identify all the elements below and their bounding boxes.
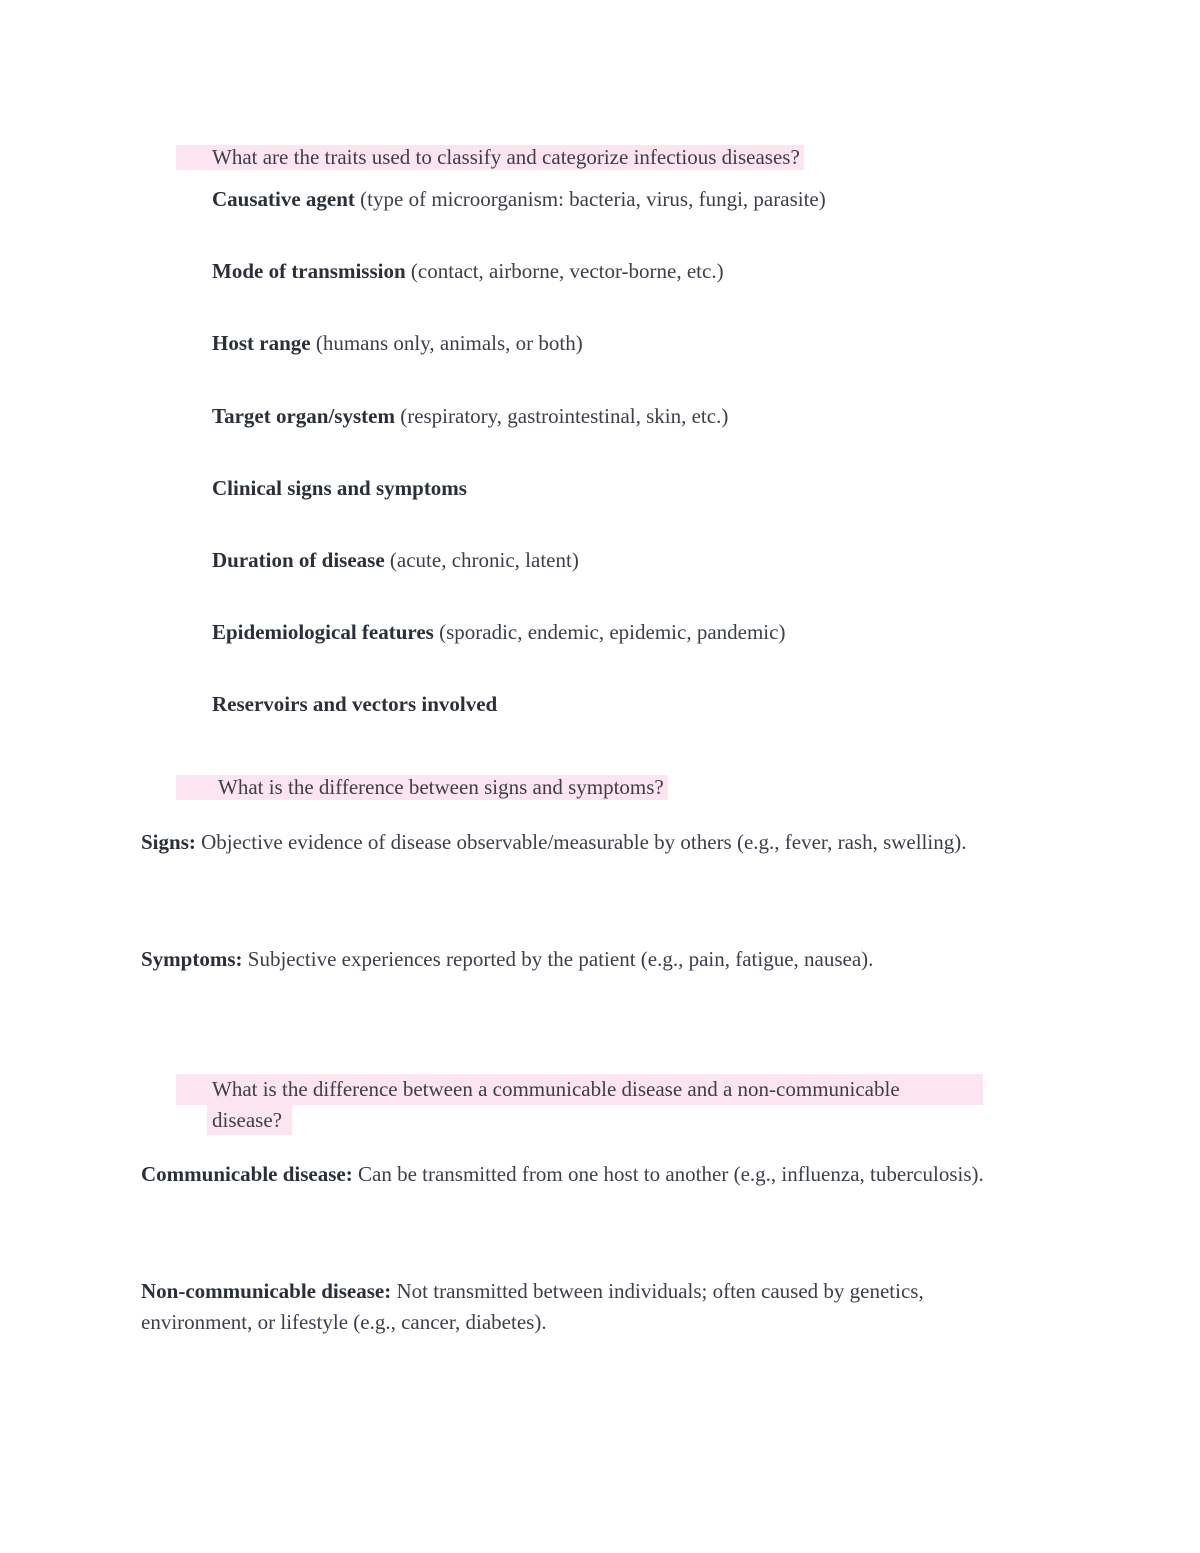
non-communicable-definition (141, 1276, 1031, 1338)
trait-term: Causative agent (212, 187, 355, 211)
question1 (176, 142, 804, 173)
signs-detail: Objective evidence of disease observable/measurable by others (e.g., fever, rash, swelling). (195, 830, 967, 854)
communicable-term: Communicable disease: (141, 1162, 353, 1186)
communicable-definition (141, 1159, 1031, 1190)
trait-detail: (acute, chronic, latent) (384, 548, 579, 572)
question3-line2: disease? (212, 1108, 282, 1132)
trait-item (212, 402, 728, 430)
question2 (176, 772, 668, 803)
trait-term: Mode of transmission (212, 259, 406, 283)
trait-term: Reservoirs and vectors involved (212, 692, 498, 716)
trait-term: Duration of disease (212, 548, 385, 572)
trait-item (212, 474, 467, 502)
trait-term: Target organ/system (212, 404, 395, 428)
trait-term: Clinical signs and symptoms (212, 476, 467, 500)
symptoms-term: Symptoms: (141, 947, 243, 971)
symptoms-detail: Subjective experiences reported by the patient (e.g., pain, fatigue, nausea). (242, 947, 874, 971)
trait-detail: (sporadic, endemic, epidemic, pandemic) (433, 620, 786, 644)
question3 (212, 1074, 900, 1136)
signs-term: Signs: (141, 830, 196, 854)
trait-item (212, 690, 497, 718)
trait-detail: (respiratory, gastrointestinal, skin, etc.) (394, 404, 729, 428)
symptoms-definition (141, 944, 1031, 975)
question2-text: What is the difference between signs and symptoms? (176, 775, 668, 800)
trait-item (212, 185, 826, 213)
trait-item (212, 329, 583, 357)
signs-definition (141, 827, 1031, 858)
trait-item (212, 257, 724, 285)
trait-item (212, 618, 785, 646)
non-communicable-term: Non-communicable disease: (141, 1279, 392, 1303)
question1-text: What are the traits used to classify and categorize infectious diseases? (176, 145, 804, 170)
communicable-detail: Can be transmitted from one host to another (e.g., influenza, tuberculosis). (352, 1162, 984, 1186)
question3-line1: What is the difference between a communicable disease and a non-communicable (212, 1077, 900, 1101)
trait-item (212, 546, 579, 574)
trait-detail: (humans only, animals, or both) (310, 331, 583, 355)
trait-detail: (contact, airborne, vector-borne, etc.) (405, 259, 724, 283)
trait-term: Epidemiological features (212, 620, 434, 644)
non-communicable-detail: Not transmitted between individuals; often caused by genetics, environment, or lifestyle (e.g., cancer, diabetes). (141, 1279, 924, 1334)
trait-detail: (type of microorganism: bacteria, virus, fungi, parasite) (354, 187, 826, 211)
trait-term: Host range (212, 331, 311, 355)
